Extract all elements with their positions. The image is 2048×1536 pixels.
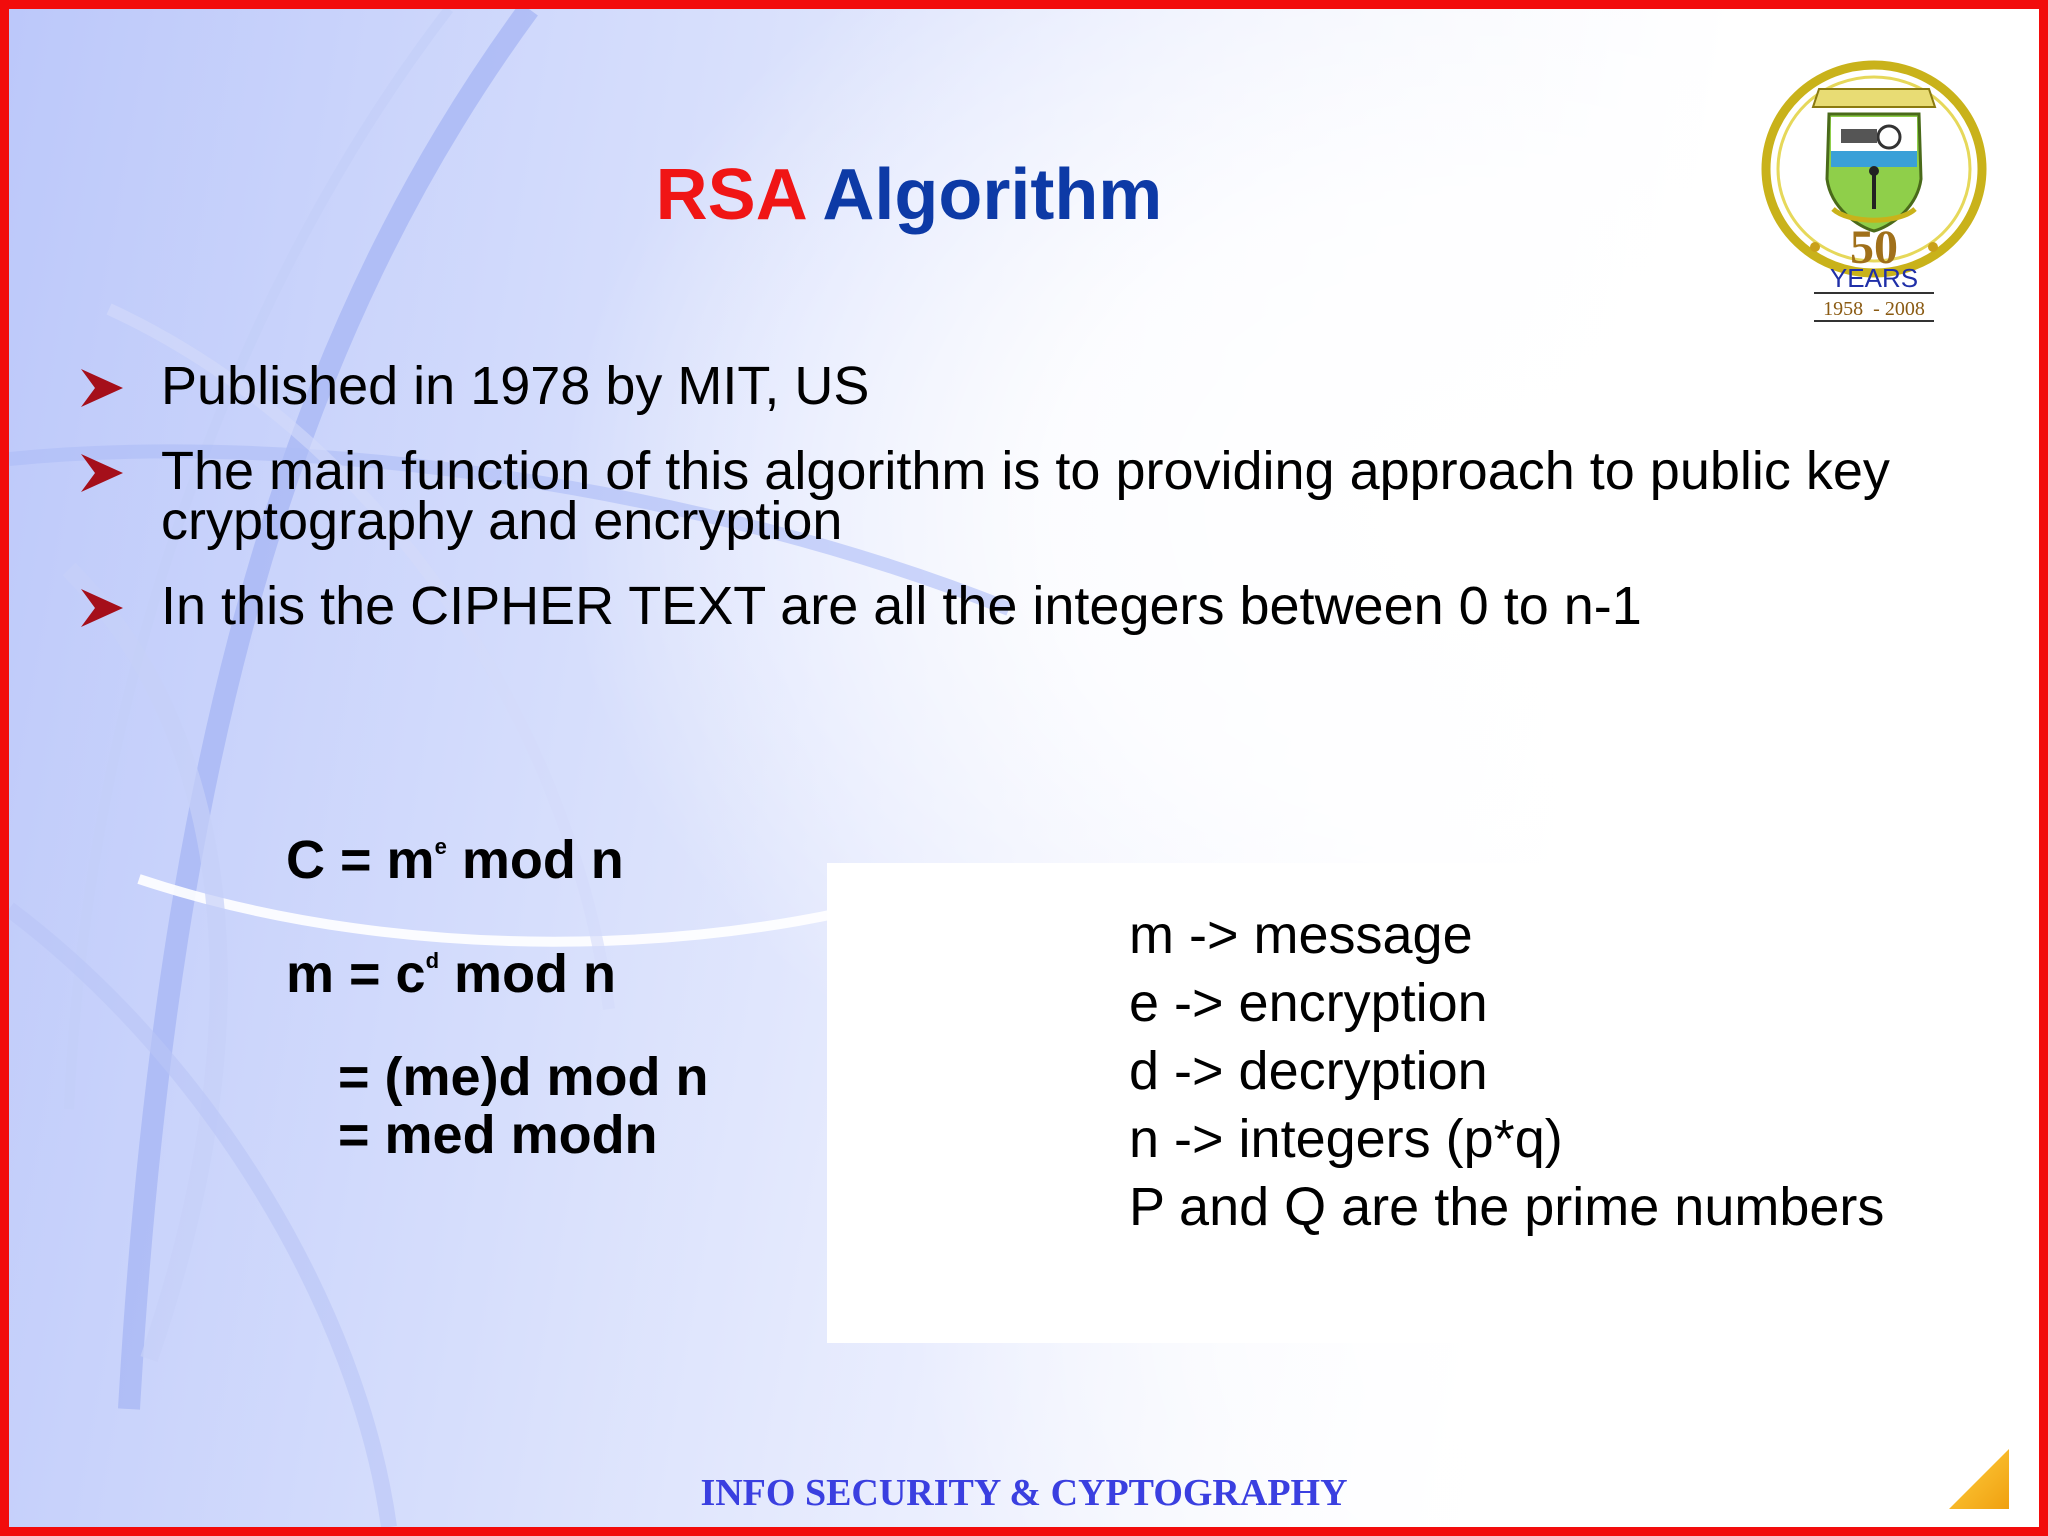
formula-expansion-2: = med modn: [338, 1105, 658, 1165]
legend-item: m -> message: [1129, 905, 1473, 965]
formula-text: mod n: [446, 830, 624, 890]
title-algorithm: Algorithm: [822, 155, 1163, 235]
logo-label: YEARS: [1829, 263, 1919, 293]
legend-item: P and Q are the prime numbers: [1129, 1177, 1885, 1237]
title-rsa: RSA: [655, 155, 806, 235]
bullet-list: [79, 356, 2009, 666]
logo-number: 50: [1850, 221, 1898, 274]
formula-encryption: [286, 817, 624, 890]
arrowhead-bullet-icon: [79, 585, 125, 631]
arrowhead-bullet-icon: [79, 450, 125, 496]
bullet-text: In this the CIPHER TEXT are all the integers between 0 to n-1: [161, 576, 1642, 636]
legend-item: n -> integers (p*q): [1129, 1109, 1563, 1169]
formula-decryption: [286, 931, 616, 1004]
arrowhead-bullet-icon: [79, 365, 125, 411]
slide-footer: INFO SECURITY & CYPTOGRAPHY: [700, 1472, 1348, 1514]
bullet-item: [79, 356, 2009, 416]
bullet-text-line: cryptography and encryption: [161, 491, 843, 551]
bullet-item: [79, 576, 2009, 636]
legend-item: e -> encryption: [1129, 973, 1488, 1033]
logo-years: 1958 - 2008: [1823, 298, 1925, 320]
legend-item: d -> decryption: [1129, 1041, 1488, 1101]
formula-text: C = m: [286, 830, 435, 890]
formula-text: mod n: [439, 944, 617, 1004]
bullet-text-line: The main function of this algorithm is to providing approach to public key: [161, 441, 1890, 501]
variable-legend: [1129, 901, 1884, 1241]
corner-page-curl-icon: [1949, 1449, 2009, 1509]
bullet-item: [79, 441, 2009, 551]
formula-text: m = c: [286, 944, 426, 1004]
anniversary-logo: [1749, 59, 1999, 339]
formula-expansion-1: = (me)d mod n: [338, 1047, 709, 1107]
slide-title: [9, 149, 1809, 241]
bullet-text: Published in 1978 by MIT, US: [161, 356, 870, 416]
formula-exponent: d: [425, 948, 440, 973]
formula-exponent: e: [434, 834, 447, 859]
